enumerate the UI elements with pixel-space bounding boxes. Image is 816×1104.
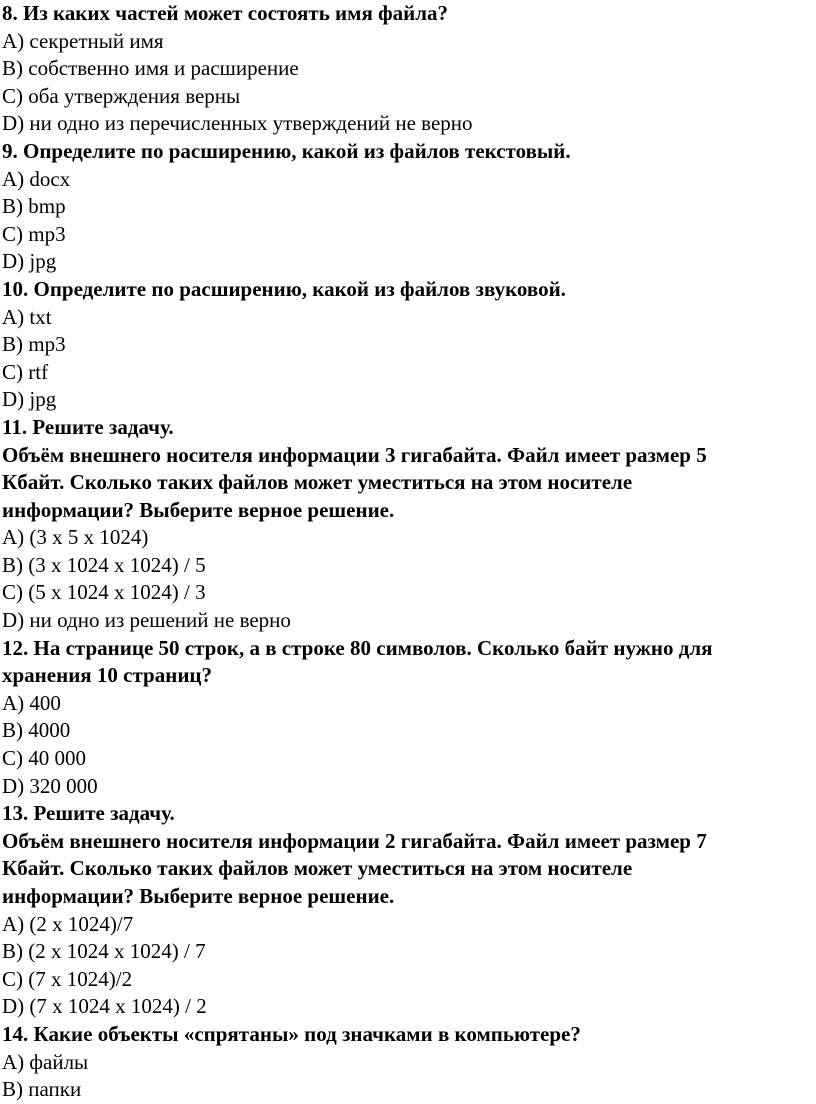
- question-title: 11. Решите задачу.: [2, 414, 174, 439]
- answer-option: D) jpg: [2, 387, 57, 412]
- question-block: [2, 276, 802, 414]
- answer-option: C) (5 x 1024 x 1024) / 3: [2, 580, 206, 605]
- answer-option: B) bmp: [2, 194, 66, 219]
- answer-option: A) секретный имя: [2, 28, 164, 53]
- question-block: [2, 414, 802, 635]
- answer-option: D) ни одно из решений не верно: [2, 608, 291, 633]
- document-body: [2, 0, 802, 1104]
- question-title: 8. Из каких частей может состоять имя файла?: [2, 1, 448, 25]
- question-text: информации? Выберите верное решение.: [2, 497, 395, 522]
- answer-option: B) mp3: [2, 332, 66, 357]
- question-title: 14. Какие объекты «спрятаны» под значками в компьютере?: [2, 1021, 581, 1046]
- question-block: [2, 1021, 802, 1104]
- answer-option: B) (2 x 1024 x 1024) / 7: [2, 939, 206, 964]
- answer-option: D) jpg: [2, 249, 57, 274]
- question-block: [2, 0, 802, 138]
- answer-option: A) txt: [2, 304, 52, 329]
- answer-option: D) 320 000: [2, 773, 98, 798]
- question-text: Объём внешнего носителя информации 2 гигабайта. Файл имеет размер 7: [2, 828, 707, 853]
- question-block: [2, 138, 802, 276]
- answer-option: A) (2 x 1024)/7: [2, 911, 134, 936]
- answer-option: A) файлы: [2, 1049, 89, 1074]
- question-text: информации? Выберите верное решение.: [2, 884, 395, 908]
- answer-option: D) (7 x 1024 x 1024) / 2: [2, 994, 207, 1019]
- answer-option: C) mp3: [2, 221, 66, 246]
- answer-option: B) папки: [2, 1077, 82, 1102]
- answer-option: B) 4000: [2, 718, 71, 743]
- answer-option: B) (3 x 1024 x 1024) / 5: [2, 552, 206, 577]
- answer-option: C) (7 x 1024)/2: [2, 966, 133, 991]
- question-block: [2, 800, 802, 1021]
- question-text: хранения 10 страниц?: [2, 663, 213, 688]
- question-block: [2, 635, 802, 801]
- question-title: 13. Решите задачу.: [2, 801, 175, 826]
- question-text: Кбайт. Сколько таких файлов может уместиться на этом носителе: [2, 856, 633, 881]
- answer-option: C) 40 000: [2, 746, 86, 771]
- answer-option: C) rtf: [2, 359, 49, 384]
- answer-option: A) (3 x 5 x 1024): [2, 525, 149, 550]
- question-title: 9. Определите по расширению, какой из файлов текстовый.: [2, 138, 571, 163]
- answer-option: B) собственно имя и расширение: [2, 56, 299, 81]
- answer-option: D) ни одно из перечисленных утверждений не верно: [2, 111, 473, 136]
- answer-option: C) оба утверждения верны: [2, 83, 241, 108]
- question-text: Кбайт. Сколько таких файлов может уместиться на этом носителе: [2, 470, 633, 495]
- question-text: Объём внешнего носителя информации 3 гигабайта. Файл имеет размер 5: [2, 442, 707, 467]
- answer-option: A) 400: [2, 690, 61, 715]
- answer-option: A) docx: [2, 166, 71, 191]
- question-title: 10. Определите по расширению, какой из файлов звуковой.: [2, 276, 566, 301]
- question-title: 12. На странице 50 строк, а в строке 80 символов. Сколько байт нужно для: [2, 635, 713, 660]
